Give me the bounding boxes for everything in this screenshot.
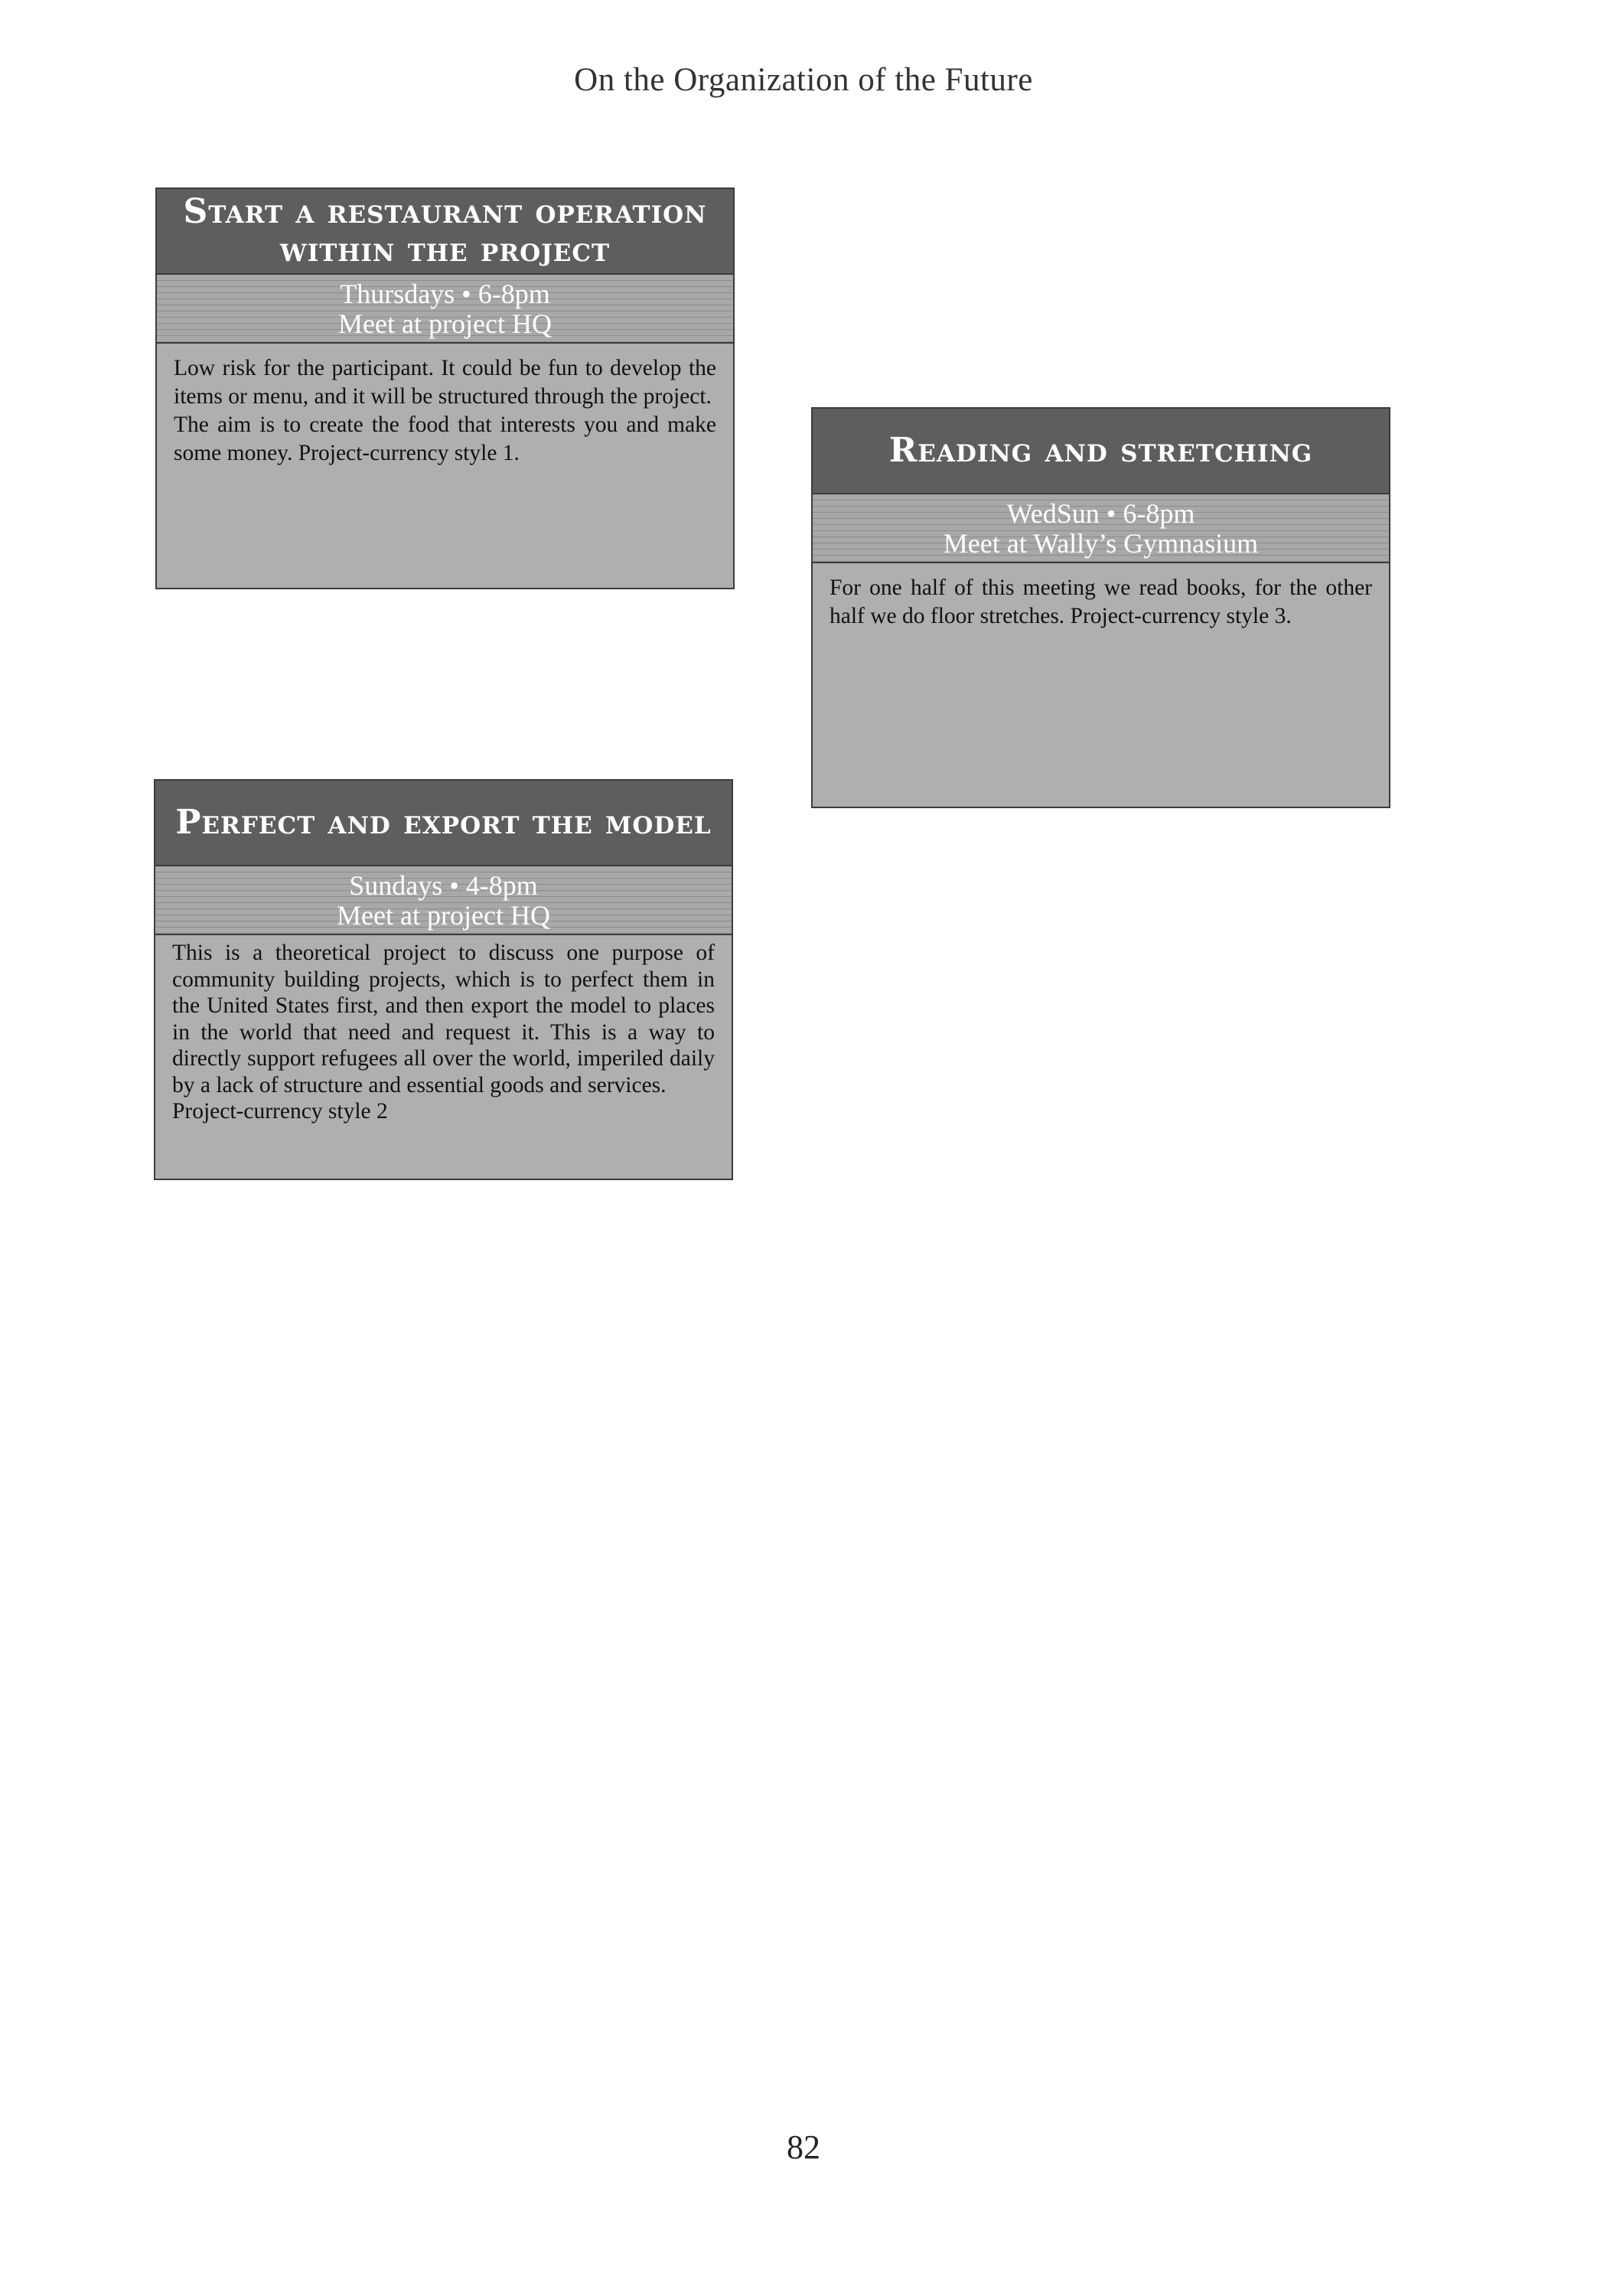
card-meta: [813, 494, 1389, 563]
running-head: On the Organization of the Future: [574, 62, 1033, 98]
card-meta: [157, 275, 733, 344]
card-schedule: WedSun • 6-8pm: [1006, 498, 1195, 529]
page-number: 82: [787, 2128, 820, 2166]
card-location: Meet at project HQ: [337, 900, 550, 931]
card-title: Reading and stretching: [813, 409, 1389, 494]
card-location: Meet at project HQ: [338, 308, 552, 339]
card-paragraph: Project-currency style 2: [172, 1099, 388, 1124]
card-paragraph: For one half of this meeting we read books, for the other half we do floor stretches. Project-currency style 3.: [830, 576, 1372, 628]
card-paragraph: The aim is to create the food that interests you and make some money. Project-currency style 1.: [174, 413, 716, 465]
card-schedule: Sundays • 4-8pm: [349, 870, 538, 901]
card-schedule: Thursdays • 6-8pm: [340, 279, 550, 309]
card-title: Perfect and export the model: [155, 781, 732, 866]
event-card-restaurant: [155, 188, 735, 589]
card-title: Start a restaurant operation within the project: [157, 189, 733, 275]
card-paragraph: Low risk for the participant. It could be fun to develop the items or menu, and it will be structured through the project.: [174, 356, 716, 409]
card-description: [157, 344, 733, 468]
event-card-export-model: [154, 779, 733, 1180]
card-location: Meet at Wally’s Gymnasium: [943, 528, 1259, 559]
card-description: [813, 563, 1389, 631]
card-meta: [155, 866, 732, 935]
card-description: [155, 935, 732, 1125]
card-paragraph: This is a theoretical project to discuss one purpose of community building projects, which is to perfect them in the United States first, and then export the model to places in the world that need and request it. This is a way to directly support refugees all over the world, imperiled daily by a lack of structure and essential goods and services.: [172, 941, 715, 1097]
event-card-reading: [811, 407, 1390, 808]
